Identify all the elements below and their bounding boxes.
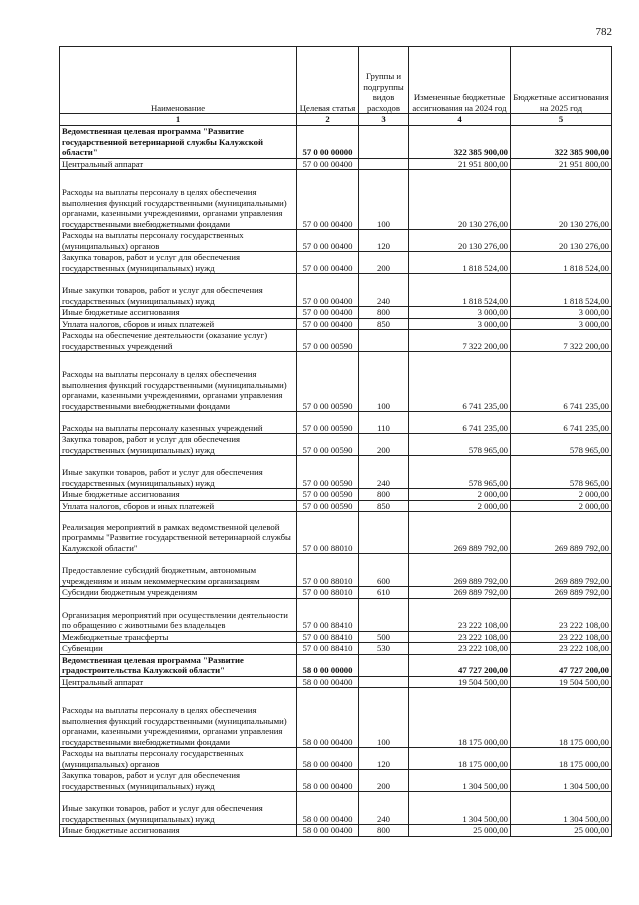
- row-target-code: 57 0 00 88410: [297, 631, 359, 643]
- row-amount-2024: 23 222 108,00: [409, 643, 511, 655]
- row-name: Уплата налогов, сборов и иных платежей: [60, 318, 297, 330]
- column-number-row: [60, 114, 612, 126]
- row-expense-group: 240: [359, 792, 409, 825]
- budget-table: [59, 46, 612, 837]
- table-row: [60, 676, 612, 688]
- row-amount-2025: 269 889 792,00: [511, 554, 612, 587]
- row-amount-2024: 20 130 276,00: [409, 230, 511, 252]
- table-row: [60, 654, 612, 676]
- table-row: [60, 770, 612, 792]
- row-amount-2024: 21 951 800,00: [409, 158, 511, 170]
- header-code: Целевая статья: [297, 47, 359, 114]
- row-name: Закупка товаров, работ и услуг для обеспечения государственных (муниципальных) нужд: [60, 252, 297, 274]
- row-name: Закупка товаров, работ и услуг для обеспечения государственных (муниципальных) нужд: [60, 434, 297, 456]
- row-amount-2024: 20 130 276,00: [409, 170, 511, 230]
- row-expense-group: 100: [359, 352, 409, 412]
- row-name: Расходы на выплаты персоналу казенных учреждений: [60, 412, 297, 434]
- row-amount-2024: 578 965,00: [409, 434, 511, 456]
- row-expense-group: 240: [359, 456, 409, 489]
- row-amount-2025: 25 000,00: [511, 825, 612, 837]
- row-amount-2025: 578 965,00: [511, 456, 612, 489]
- table-row: [60, 489, 612, 501]
- row-amount-2025: 1 818 524,00: [511, 274, 612, 307]
- row-amount-2025: 3 000,00: [511, 307, 612, 319]
- header-amount-2024: Измененные бюджетные ассигнования на 2024 год: [409, 47, 511, 114]
- row-name: Реализация мероприятий в рамках ведомственной целевой программы "Развитие государственной ветеринарной службы Калужской области": [60, 512, 297, 554]
- row-amount-2024: 7 322 200,00: [409, 330, 511, 352]
- row-expense-group: 110: [359, 412, 409, 434]
- table-row: [60, 456, 612, 489]
- row-name: Иные бюджетные ассигнования: [60, 825, 297, 837]
- row-amount-2025: 18 175 000,00: [511, 748, 612, 770]
- row-target-code: 57 0 00 00400: [297, 307, 359, 319]
- table-row: [60, 643, 612, 655]
- row-target-code: 58 0 00 00400: [297, 792, 359, 825]
- row-amount-2024: 3 000,00: [409, 318, 511, 330]
- row-target-code: 57 0 00 00590: [297, 456, 359, 489]
- row-expense-group: 120: [359, 748, 409, 770]
- row-amount-2024: 18 175 000,00: [409, 688, 511, 748]
- row-amount-2024: 47 727 200,00: [409, 654, 511, 676]
- row-amount-2025: 1 304 500,00: [511, 792, 612, 825]
- row-expense-group: [359, 598, 409, 631]
- table-row: [60, 330, 612, 352]
- row-target-code: 57 0 00 00590: [297, 330, 359, 352]
- row-name: Закупка товаров, работ и услуг для обеспечения государственных (муниципальных) нужд: [60, 770, 297, 792]
- row-expense-group: 200: [359, 434, 409, 456]
- row-expense-group: [359, 676, 409, 688]
- row-amount-2025: 3 000,00: [511, 318, 612, 330]
- table-body: [60, 126, 612, 837]
- row-name: Расходы на выплаты персоналу государственных (муниципальных) органов: [60, 748, 297, 770]
- row-target-code: 57 0 00 00000: [297, 126, 359, 159]
- row-name: Иные закупки товаров, работ и услуг для обеспечения государственных (муниципальных) нужд: [60, 274, 297, 307]
- row-amount-2025: 23 222 108,00: [511, 598, 612, 631]
- row-amount-2025: 6 741 235,00: [511, 412, 612, 434]
- row-amount-2024: 269 889 792,00: [409, 512, 511, 554]
- row-name: Ведомственная целевая программа "Развитие государственной ветеринарной службы Калужской области": [60, 126, 297, 159]
- row-target-code: 57 0 00 88410: [297, 643, 359, 655]
- row-amount-2025: 6 741 235,00: [511, 352, 612, 412]
- row-amount-2024: 25 000,00: [409, 825, 511, 837]
- row-amount-2025: 19 504 500,00: [511, 676, 612, 688]
- column-number: 3: [359, 114, 409, 126]
- table-row: [60, 792, 612, 825]
- row-name: Иные бюджетные ассигнования: [60, 489, 297, 501]
- row-target-code: 57 0 00 00590: [297, 500, 359, 512]
- row-amount-2025: 47 727 200,00: [511, 654, 612, 676]
- row-amount-2025: 269 889 792,00: [511, 512, 612, 554]
- row-amount-2024: 578 965,00: [409, 456, 511, 489]
- row-name: Расходы на выплаты персоналу в целях обеспечения выполнения функций государственными (муниципальными) органами, казенными учреждениями, органами управления государственными внебюджетными фондами: [60, 170, 297, 230]
- row-expense-group: 600: [359, 554, 409, 587]
- row-amount-2024: 6 741 235,00: [409, 352, 511, 412]
- row-name: Иные бюджетные ассигнования: [60, 307, 297, 319]
- page-number: 782: [595, 26, 612, 38]
- row-target-code: 57 0 00 88010: [297, 554, 359, 587]
- row-amount-2024: 23 222 108,00: [409, 598, 511, 631]
- row-amount-2024: 1 304 500,00: [409, 792, 511, 825]
- row-amount-2024: 269 889 792,00: [409, 587, 511, 599]
- row-name: Центральный аппарат: [60, 158, 297, 170]
- table-row: [60, 688, 612, 748]
- table-row: [60, 434, 612, 456]
- row-expense-group: 120: [359, 230, 409, 252]
- row-target-code: 57 0 00 88410: [297, 598, 359, 631]
- row-expense-group: 610: [359, 587, 409, 599]
- row-target-code: 58 0 00 00000: [297, 654, 359, 676]
- row-expense-group: 800: [359, 489, 409, 501]
- row-target-code: 58 0 00 00400: [297, 770, 359, 792]
- row-amount-2025: 23 222 108,00: [511, 643, 612, 655]
- row-name: Расходы на выплаты персоналу в целях обеспечения выполнения функций государственными (муниципальными) органами, казенными учреждениями, органами управления государственными внебюджетными фондами: [60, 688, 297, 748]
- table-row: [60, 598, 612, 631]
- row-expense-group: 850: [359, 500, 409, 512]
- row-expense-group: 500: [359, 631, 409, 643]
- row-expense-group: [359, 126, 409, 159]
- row-amount-2025: 23 222 108,00: [511, 631, 612, 643]
- row-name: Расходы на обеспечение деятельности (оказание услуг) государственных учреждений: [60, 330, 297, 352]
- row-amount-2025: 578 965,00: [511, 434, 612, 456]
- row-amount-2024: 18 175 000,00: [409, 748, 511, 770]
- header-row: [60, 47, 612, 114]
- row-name: Ведомственная целевая программа "Развитие градостроительства Калужской области": [60, 654, 297, 676]
- row-name: Организация мероприятий при осуществлении деятельности по обращению с животными без владельцев: [60, 598, 297, 631]
- row-amount-2025: 7 322 200,00: [511, 330, 612, 352]
- table-row: [60, 554, 612, 587]
- row-amount-2025: 322 385 900,00: [511, 126, 612, 159]
- row-expense-group: 100: [359, 688, 409, 748]
- row-expense-group: 800: [359, 825, 409, 837]
- row-target-code: 57 0 00 00590: [297, 352, 359, 412]
- row-expense-group: [359, 654, 409, 676]
- row-amount-2024: 322 385 900,00: [409, 126, 511, 159]
- row-amount-2025: 21 951 800,00: [511, 158, 612, 170]
- header-amount-2025: Бюджетные ассигнования на 2025 год: [511, 47, 612, 114]
- row-target-code: 57 0 00 00590: [297, 434, 359, 456]
- table-row: [60, 318, 612, 330]
- row-target-code: 58 0 00 00400: [297, 825, 359, 837]
- row-name: Предоставление субсидий бюджетным, автономным учреждениям и иным некоммерческим организациям: [60, 554, 297, 587]
- row-target-code: 57 0 00 88010: [297, 512, 359, 554]
- row-amount-2025: 1 818 524,00: [511, 252, 612, 274]
- row-amount-2024: 1 304 500,00: [409, 770, 511, 792]
- row-name: Межбюджетные трансферты: [60, 631, 297, 643]
- table-row: [60, 748, 612, 770]
- row-expense-group: 200: [359, 252, 409, 274]
- column-number: 2: [297, 114, 359, 126]
- table-row: [60, 252, 612, 274]
- row-amount-2025: 2 000,00: [511, 500, 612, 512]
- table-row: [60, 631, 612, 643]
- table-row: [60, 274, 612, 307]
- table-row: [60, 352, 612, 412]
- row-expense-group: 530: [359, 643, 409, 655]
- row-amount-2025: 2 000,00: [511, 489, 612, 501]
- row-amount-2024: 2 000,00: [409, 489, 511, 501]
- table-row: [60, 170, 612, 230]
- row-target-code: 57 0 00 00400: [297, 318, 359, 330]
- row-expense-group: 850: [359, 318, 409, 330]
- row-amount-2025: 20 130 276,00: [511, 230, 612, 252]
- row-amount-2024: 269 889 792,00: [409, 554, 511, 587]
- row-target-code: 57 0 00 00400: [297, 158, 359, 170]
- row-amount-2024: 1 818 524,00: [409, 274, 511, 307]
- row-name: Субсидии бюджетным учреждениям: [60, 587, 297, 599]
- row-target-code: 57 0 00 88010: [297, 587, 359, 599]
- row-expense-group: [359, 158, 409, 170]
- row-target-code: 57 0 00 00590: [297, 489, 359, 501]
- table-row: [60, 230, 612, 252]
- row-amount-2024: 2 000,00: [409, 500, 511, 512]
- row-name: Иные закупки товаров, работ и услуг для обеспечения государственных (муниципальных) нужд: [60, 456, 297, 489]
- row-target-code: 57 0 00 00400: [297, 170, 359, 230]
- table-row: [60, 825, 612, 837]
- row-amount-2025: 1 304 500,00: [511, 770, 612, 792]
- row-amount-2024: 1 818 524,00: [409, 252, 511, 274]
- column-number: 1: [60, 114, 297, 126]
- table-row: [60, 307, 612, 319]
- table-row: [60, 126, 612, 159]
- row-amount-2025: 269 889 792,00: [511, 587, 612, 599]
- row-target-code: 58 0 00 00400: [297, 676, 359, 688]
- row-amount-2024: 6 741 235,00: [409, 412, 511, 434]
- row-name: Центральный аппарат: [60, 676, 297, 688]
- row-target-code: 57 0 00 00400: [297, 274, 359, 307]
- table-row: [60, 158, 612, 170]
- row-name: Субвенции: [60, 643, 297, 655]
- row-name: Расходы на выплаты персоналу в целях обеспечения выполнения функций государственными (муниципальными) органами, казенными учреждениями, органами управления государственными внебюджетными фондами: [60, 352, 297, 412]
- row-expense-group: 200: [359, 770, 409, 792]
- row-expense-group: [359, 330, 409, 352]
- row-expense-group: 240: [359, 274, 409, 307]
- table-row: [60, 500, 612, 512]
- column-number: 4: [409, 114, 511, 126]
- row-amount-2025: 20 130 276,00: [511, 170, 612, 230]
- column-number: 5: [511, 114, 612, 126]
- row-amount-2024: 23 222 108,00: [409, 631, 511, 643]
- row-target-code: 57 0 00 00400: [297, 252, 359, 274]
- row-expense-group: [359, 512, 409, 554]
- row-target-code: 57 0 00 00400: [297, 230, 359, 252]
- header-group: Группы и подгруппы видов расходов: [359, 47, 409, 114]
- table-row: [60, 412, 612, 434]
- row-name: Расходы на выплаты персоналу государственных (муниципальных) органов: [60, 230, 297, 252]
- table-row: [60, 512, 612, 554]
- table-row: [60, 587, 612, 599]
- row-name: Иные закупки товаров, работ и услуг для обеспечения государственных (муниципальных) нужд: [60, 792, 297, 825]
- row-amount-2025: 18 175 000,00: [511, 688, 612, 748]
- header-name: Наименование: [60, 47, 297, 114]
- row-amount-2024: 19 504 500,00: [409, 676, 511, 688]
- row-expense-group: 800: [359, 307, 409, 319]
- row-target-code: 58 0 00 00400: [297, 688, 359, 748]
- row-amount-2024: 3 000,00: [409, 307, 511, 319]
- row-target-code: 57 0 00 00590: [297, 412, 359, 434]
- row-name: Уплата налогов, сборов и иных платежей: [60, 500, 297, 512]
- row-target-code: 58 0 00 00400: [297, 748, 359, 770]
- row-expense-group: 100: [359, 170, 409, 230]
